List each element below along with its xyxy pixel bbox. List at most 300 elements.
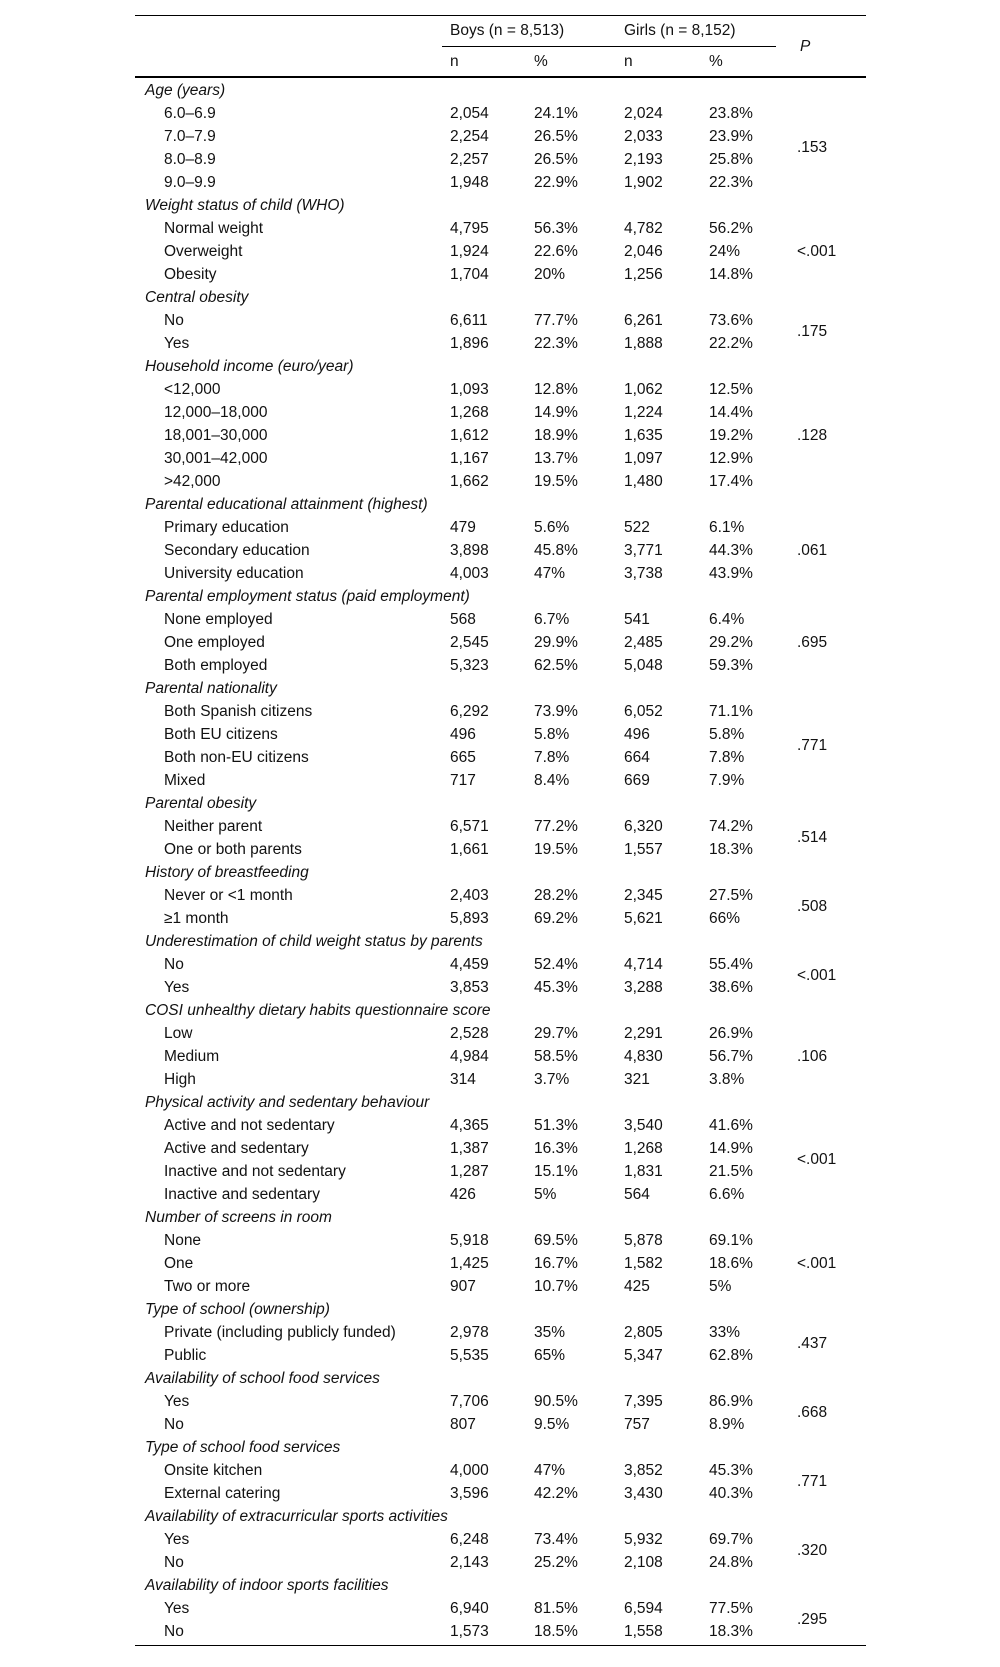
boys-pct: 65%: [534, 1347, 566, 1364]
table-row: [135, 746, 866, 769]
girls-pct: 40.3%: [709, 1485, 753, 1502]
girls-pct: 12.9%: [709, 450, 753, 467]
girls-pct: 56.2%: [709, 220, 753, 237]
girls-pct: 62.8%: [709, 1347, 753, 1364]
row-label: 6.0–6.9: [164, 105, 216, 122]
girls-n: 2,345: [624, 887, 663, 904]
girls-n: 6,261: [624, 312, 663, 329]
row-label: None: [164, 1232, 202, 1249]
girls-n: 669: [624, 772, 650, 789]
girls-pct: 43.9%: [709, 565, 753, 582]
row-label: 30,001–42,000: [164, 450, 268, 467]
category-label: History of breastfeeding: [145, 864, 309, 881]
girls-pct: 22.2%: [709, 335, 753, 352]
girls-n: 5,932: [624, 1531, 663, 1548]
table-row: [135, 516, 866, 539]
p-value: .771: [797, 1473, 828, 1490]
header-p: P: [800, 38, 811, 55]
category-row: [135, 79, 866, 102]
girls-n: 7,395: [624, 1393, 663, 1410]
row-label: University education: [164, 565, 304, 582]
girls-pct: 17.4%: [709, 473, 753, 490]
table-row: [135, 309, 866, 332]
boys-pct: 47%: [534, 1462, 566, 1479]
boys-pct: 12.8%: [534, 381, 578, 398]
boys-n: 1,387: [450, 1140, 489, 1157]
boys-n: 4,984: [450, 1048, 489, 1065]
boys-pct: 62.5%: [534, 657, 578, 674]
boys-n: 1,093: [450, 381, 489, 398]
girls-pct: 26.9%: [709, 1025, 753, 1042]
girls-n: 425: [624, 1278, 650, 1295]
boys-n: 1,662: [450, 473, 489, 490]
girls-n: 1,558: [624, 1623, 663, 1640]
category-row: [135, 1206, 866, 1229]
boys-pct: 16.7%: [534, 1255, 578, 1272]
row-label: Low: [164, 1025, 193, 1042]
girls-pct: 18.6%: [709, 1255, 753, 1272]
table-row: [135, 1482, 866, 1505]
boys-n: 4,795: [450, 220, 489, 237]
girls-pct: 66%: [709, 910, 741, 927]
girls-pct: 12.5%: [709, 381, 753, 398]
girls-n: 3,771: [624, 542, 663, 559]
category-label: Type of school food services: [145, 1439, 341, 1456]
girls-n: 5,621: [624, 910, 663, 927]
table-row: [135, 1551, 866, 1574]
girls-n: 2,805: [624, 1324, 663, 1341]
category-label: Physical activity and sedentary behaviour: [145, 1094, 430, 1111]
row-label: External catering: [164, 1485, 281, 1502]
table-row: [135, 654, 866, 677]
table-row: [135, 1252, 866, 1275]
p-value: <.001: [797, 967, 837, 984]
girls-pct: 69.7%: [709, 1531, 753, 1548]
row-label: Public: [164, 1347, 207, 1364]
category-label: Household income (euro/year): [145, 358, 354, 375]
category-label: Type of school (ownership): [145, 1301, 330, 1318]
row-label: Private (including publicly funded): [164, 1324, 396, 1341]
girls-n: 2,193: [624, 151, 663, 168]
boys-pct: 25.2%: [534, 1554, 578, 1571]
girls-pct: 71.1%: [709, 703, 753, 720]
girls-pct: 19.2%: [709, 427, 753, 444]
boys-pct: 18.9%: [534, 427, 578, 444]
boys-n: 1,948: [450, 174, 489, 191]
girls-n: 1,888: [624, 335, 663, 352]
row-label: Yes: [164, 979, 190, 996]
boys-pct: 77.2%: [534, 818, 578, 835]
girls-pct: 5%: [709, 1278, 732, 1295]
row-label: 7.0–7.9: [164, 128, 216, 145]
boys-n: 4,365: [450, 1117, 489, 1134]
boys-pct: 73.4%: [534, 1531, 578, 1548]
girls-pct: 77.5%: [709, 1600, 753, 1617]
table-row: [135, 976, 866, 999]
girls-n: 1,902: [624, 174, 663, 191]
table-row: [135, 1275, 866, 1298]
boys-n: 1,573: [450, 1623, 489, 1640]
table-row: [135, 562, 866, 585]
p-value: .437: [797, 1335, 828, 1352]
boys-n: 6,571: [450, 818, 489, 835]
row-label: Both Spanish citizens: [164, 703, 313, 720]
row-label: >42,000: [164, 473, 221, 490]
girls-pct: 22.3%: [709, 174, 753, 191]
table-row: [135, 631, 866, 654]
girls-pct: 59.3%: [709, 657, 753, 674]
boys-pct: 6.7%: [534, 611, 570, 628]
row-label: Active and sedentary: [164, 1140, 309, 1157]
category-label: Weight status of child (WHO): [145, 197, 345, 214]
row-label: No: [164, 1416, 184, 1433]
girls-n: 1,582: [624, 1255, 663, 1272]
girls-pct: 6.6%: [709, 1186, 745, 1203]
girls-n: 3,852: [624, 1462, 663, 1479]
girls-n: 3,288: [624, 979, 663, 996]
girls-n: 541: [624, 611, 650, 628]
boys-pct: 42.2%: [534, 1485, 578, 1502]
girls-pct: 45.3%: [709, 1462, 753, 1479]
boys-n: 6,940: [450, 1600, 489, 1617]
category-label: Availability of extracurricular sports activities: [145, 1508, 448, 1525]
boys-pct: 58.5%: [534, 1048, 578, 1065]
boys-pct: 13.7%: [534, 450, 578, 467]
boys-n: 1,268: [450, 404, 489, 421]
boys-n: 717: [450, 772, 476, 789]
girls-n: 496: [624, 726, 650, 743]
boys-pct: 45.8%: [534, 542, 578, 559]
header-girls-n: n: [624, 53, 633, 70]
p-value: .771: [797, 737, 828, 754]
table-row: [135, 263, 866, 286]
boys-pct: 9.5%: [534, 1416, 570, 1433]
boys-n: 5,893: [450, 910, 489, 927]
category-label: Parental nationality: [145, 680, 277, 697]
row-label: Both EU citizens: [164, 726, 278, 743]
row-label: Both non-EU citizens: [164, 749, 309, 766]
row-label: Yes: [164, 335, 190, 352]
boys-pct: 56.3%: [534, 220, 578, 237]
category-row: [135, 585, 866, 608]
boys-pct: 35%: [534, 1324, 566, 1341]
row-label: One: [164, 1255, 194, 1272]
girls-pct: 27.5%: [709, 887, 753, 904]
boys-n: 568: [450, 611, 476, 628]
boys-n: 1,612: [450, 427, 489, 444]
girls-pct: 38.6%: [709, 979, 753, 996]
header-boys-pct: %: [534, 53, 548, 70]
header-boys-n: n: [450, 53, 459, 70]
girls-n: 564: [624, 1186, 650, 1203]
category-row: [135, 1091, 866, 1114]
boys-pct: 22.6%: [534, 243, 578, 260]
girls-pct: 18.3%: [709, 1623, 753, 1640]
category-label: Underestimation of child weight status by parents: [145, 933, 483, 950]
row-label: Active and not sedentary: [164, 1117, 335, 1134]
row-label: Yes: [164, 1600, 190, 1617]
boys-n: 6,248: [450, 1531, 489, 1548]
boys-pct: 15.1%: [534, 1163, 578, 1180]
girls-pct: 69.1%: [709, 1232, 753, 1249]
table-row: [135, 1068, 866, 1091]
row-label: None employed: [164, 611, 273, 628]
girls-pct: 23.9%: [709, 128, 753, 145]
boys-n: 2,528: [450, 1025, 489, 1042]
row-label: Secondary education: [164, 542, 310, 559]
boys-n: 426: [450, 1186, 476, 1203]
table-row: [135, 125, 866, 148]
table-row: [135, 907, 866, 930]
girls-n: 4,782: [624, 220, 663, 237]
row-label: Inactive and not sedentary: [164, 1163, 346, 1180]
table-row: [135, 838, 866, 861]
row-label: 8.0–8.9: [164, 151, 216, 168]
table-row: [135, 884, 866, 907]
category-row: [135, 1298, 866, 1321]
girls-n: 5,048: [624, 657, 663, 674]
category-label: Number of screens in room: [145, 1209, 332, 1226]
table-row: [135, 1597, 866, 1620]
boys-pct: 5.8%: [534, 726, 570, 743]
category-row: [135, 1367, 866, 1390]
girls-n: 1,831: [624, 1163, 663, 1180]
category-label: Central obesity: [145, 289, 249, 306]
girls-n: 2,033: [624, 128, 663, 145]
p-value: <.001: [797, 1151, 837, 1168]
girls-n: 1,480: [624, 473, 663, 490]
row-label: One employed: [164, 634, 265, 651]
boys-n: 1,425: [450, 1255, 489, 1272]
row-label: Inactive and sedentary: [164, 1186, 320, 1203]
category-row: [135, 792, 866, 815]
category-row: [135, 286, 866, 309]
table-row: [135, 1413, 866, 1436]
category-row: [135, 930, 866, 953]
boys-pct: 77.7%: [534, 312, 578, 329]
table-row: [135, 424, 866, 447]
table-row: [135, 332, 866, 355]
table-row: [135, 1620, 866, 1643]
row-label: Primary education: [164, 519, 289, 536]
girls-pct: 74.2%: [709, 818, 753, 835]
row-label: 12,000–18,000: [164, 404, 268, 421]
boys-pct: 26.5%: [534, 151, 578, 168]
row-label: Normal weight: [164, 220, 264, 237]
row-label: Medium: [164, 1048, 220, 1065]
girls-pct: 14.8%: [709, 266, 753, 283]
boys-pct: 47%: [534, 565, 566, 582]
boys-n: 6,611: [450, 312, 488, 329]
boys-pct: 5%: [534, 1186, 557, 1203]
girls-n: 3,540: [624, 1117, 663, 1134]
table-row: [135, 1160, 866, 1183]
girls-pct: 25.8%: [709, 151, 753, 168]
girls-pct: 21.5%: [709, 1163, 753, 1180]
category-row: [135, 355, 866, 378]
row-label: Yes: [164, 1531, 190, 1548]
category-row: [135, 1574, 866, 1597]
girls-n: 1,062: [624, 381, 663, 398]
row-label: ≥1 month: [164, 910, 229, 927]
girls-n: 2,108: [624, 1554, 663, 1571]
category-label: Availability of school food services: [145, 1370, 380, 1387]
girls-n: 522: [624, 519, 650, 536]
girls-n: 6,594: [624, 1600, 663, 1617]
girls-pct: 33%: [709, 1324, 741, 1341]
girls-pct: 5.8%: [709, 726, 745, 743]
girls-n: 664: [624, 749, 650, 766]
girls-pct: 6.1%: [709, 519, 745, 536]
category-row: [135, 1436, 866, 1459]
girls-pct: 14.9%: [709, 1140, 753, 1157]
category-row: [135, 493, 866, 516]
header-girls-pct: %: [709, 53, 723, 70]
p-value: .128: [797, 426, 828, 444]
boys-pct: 29.9%: [534, 634, 578, 651]
boys-n: 5,918: [450, 1232, 489, 1249]
p-value: .320: [797, 1542, 828, 1559]
table-row: [135, 1022, 866, 1045]
table-row: [135, 1137, 866, 1160]
p-value: .153: [797, 139, 828, 156]
girls-pct: 6.4%: [709, 611, 745, 628]
p-value: .106: [797, 1047, 828, 1065]
p-value: .668: [797, 1404, 828, 1421]
girls-n: 1,268: [624, 1140, 663, 1157]
table-row: [135, 700, 866, 723]
girls-n: 2,024: [624, 105, 663, 122]
boys-pct: 24.1%: [534, 105, 578, 122]
table-row: [135, 1459, 866, 1482]
boys-n: 5,535: [450, 1347, 489, 1364]
table-row: [135, 447, 866, 470]
boys-n: 3,596: [450, 1485, 489, 1502]
boys-n: 7,706: [450, 1393, 489, 1410]
p-value: <.001: [797, 1254, 837, 1272]
boys-pct: 28.2%: [534, 887, 578, 904]
category-label: COSI unhealthy dietary habits questionnaire score: [145, 1002, 491, 1019]
category-label: Parental employment status (paid employment): [145, 588, 470, 605]
table-row: [135, 1114, 866, 1137]
boys-n: 2,143: [450, 1554, 489, 1571]
girls-pct: 55.4%: [709, 956, 753, 973]
boys-n: 4,000: [450, 1462, 489, 1479]
header-boys: Boys (n = 8,513): [450, 22, 565, 39]
boys-n: 6,292: [450, 703, 489, 720]
boys-n: 3,853: [450, 979, 489, 996]
girls-n: 5,347: [624, 1347, 663, 1364]
category-row: [135, 194, 866, 217]
girls-n: 6,052: [624, 703, 663, 720]
girls-n: 5,878: [624, 1232, 663, 1249]
girls-n: 1,224: [624, 404, 663, 421]
boys-pct: 52.4%: [534, 956, 578, 973]
category-label: Age (years): [145, 82, 226, 99]
boys-n: 2,403: [450, 887, 489, 904]
boys-pct: 14.9%: [534, 404, 578, 421]
row-label: Two or more: [164, 1278, 251, 1295]
table-row: [135, 723, 866, 746]
boys-pct: 90.5%: [534, 1393, 578, 1410]
boys-pct: 18.5%: [534, 1623, 578, 1640]
boys-n: 4,459: [450, 956, 489, 973]
row-label: No: [164, 956, 184, 973]
boys-n: 496: [450, 726, 476, 743]
row-label: Obesity: [164, 266, 217, 283]
row-label: Mixed: [164, 772, 206, 789]
bottom-rule: [135, 1645, 866, 1646]
boys-n: 665: [450, 749, 476, 766]
category-label: Parental obesity: [145, 795, 257, 812]
category-row: [135, 1505, 866, 1528]
boys-n: 1,704: [450, 266, 489, 283]
girls-pct: 41.6%: [709, 1117, 753, 1134]
table-row: [135, 171, 866, 194]
table-row: [135, 769, 866, 792]
girls-pct: 3.8%: [709, 1071, 745, 1088]
table-row: [135, 1045, 866, 1068]
p-value: .295: [797, 1611, 828, 1628]
boys-pct: 20%: [534, 266, 566, 283]
girls-n: 4,714: [624, 956, 663, 973]
girls-n: 1,635: [624, 427, 663, 444]
row-label: 9.0–9.9: [164, 174, 216, 191]
table-row: [135, 217, 866, 240]
boys-n: 1,661: [450, 841, 489, 858]
table-row: [135, 470, 866, 493]
boys-n: 4,003: [450, 565, 489, 582]
boys-pct: 19.5%: [534, 473, 578, 490]
boys-n: 907: [450, 1278, 476, 1295]
category-label: Parental educational attainment (highest): [145, 496, 428, 513]
girls-n: 321: [624, 1071, 650, 1088]
boys-pct: 3.7%: [534, 1071, 570, 1088]
boys-pct: 5.6%: [534, 519, 570, 536]
boys-girls-underline: [442, 46, 776, 47]
row-label: Yes: [164, 1393, 190, 1410]
p-value: <.001: [797, 242, 837, 260]
row-label: Neither parent: [164, 818, 263, 835]
boys-n: 2,545: [450, 634, 489, 651]
row-label: Overweight: [164, 243, 243, 260]
boys-n: 2,978: [450, 1324, 489, 1341]
p-value: .695: [797, 633, 828, 651]
girls-n: 2,291: [624, 1025, 663, 1042]
p-value: .514: [797, 829, 828, 846]
top-rule: [135, 15, 866, 16]
row-label: No: [164, 312, 184, 329]
row-label: One or both parents: [164, 841, 302, 858]
row-label: Both employed: [164, 657, 268, 674]
girls-n: 2,485: [624, 634, 663, 651]
row-label: Onsite kitchen: [164, 1462, 263, 1479]
boys-pct: 16.3%: [534, 1140, 578, 1157]
table-row: [135, 539, 866, 562]
p-value: .508: [797, 898, 828, 915]
table-row: [135, 1229, 866, 1252]
girls-pct: 18.3%: [709, 841, 753, 858]
girls-pct: 23.8%: [709, 105, 753, 122]
boys-pct: 26.5%: [534, 128, 578, 145]
boys-pct: 45.3%: [534, 979, 578, 996]
girls-pct: 8.9%: [709, 1416, 745, 1433]
table-row: [135, 815, 866, 838]
girls-n: 1,557: [624, 841, 663, 858]
table-row: [135, 1390, 866, 1413]
girls-n: 3,738: [624, 565, 663, 582]
table-row: [135, 102, 866, 125]
